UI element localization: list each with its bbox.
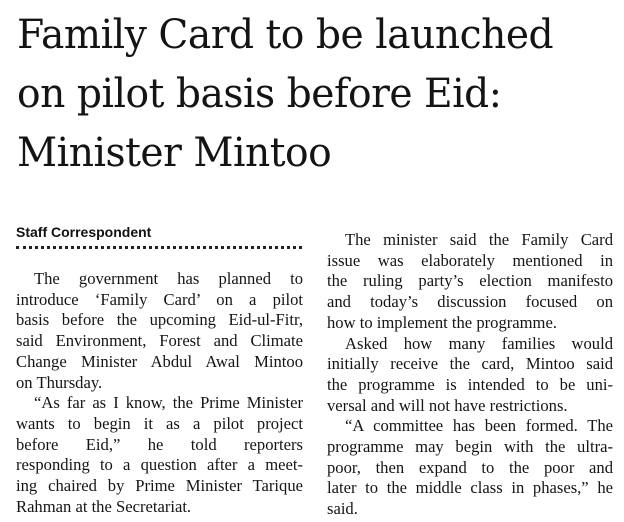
body-text-line: Asked how many families would [345, 333, 613, 353]
body-text-line: issue was elaborately mentioned in [327, 250, 613, 270]
headline [17, 6, 605, 183]
byline: Staff Correspondent [16, 224, 152, 240]
body-text-line: programme may begin with the ultra- [327, 437, 613, 457]
body-text-line: responding to a question after a meet- [16, 455, 303, 475]
body-text-line: “A committee has been formed. The [345, 416, 613, 436]
headline-line: Family Card to be launched [17, 12, 554, 58]
body-text-line: The minister said the Family Card [345, 230, 613, 249]
byline-block [16, 222, 302, 249]
body-text-line: Change Minister Abdul Awal Mintoo [16, 351, 303, 371]
body-column-right [327, 230, 613, 520]
body-text-line: poor, then expand to the poor and [327, 457, 613, 477]
body-text-line: before Eid,” he told reporters [16, 434, 303, 454]
body-text-line: the programme is intended to be uni- [327, 374, 613, 394]
body-text-line: said Environment, Forest and Climate [16, 331, 303, 351]
body-text-line: Rahman at the Secretariat. [16, 496, 192, 516]
body-text-line: “As far as I know, the Prime Minister [34, 393, 303, 413]
body-text-line: ing chaired by Prime Minister Tarique [16, 476, 303, 496]
body-text-line: how to implement the programme. [327, 312, 557, 332]
body-column-left [16, 269, 303, 517]
body-text-line: on Thursday. [16, 372, 103, 392]
body-text-line: later to the middle class in phases,” he [327, 478, 613, 498]
body-text-line: said. [327, 499, 358, 519]
headline-line: on pilot basis before Eid: [17, 71, 502, 117]
body-text-line: wants to begin it as a pilot project [16, 413, 303, 433]
dotted-divider [16, 246, 302, 249]
body-text-line: initially receive the card, Mintoo said [327, 354, 613, 374]
body-text-line: the ruling party’s election manifesto [327, 271, 613, 291]
body-text-line: introduce ‘Family Card’ on a pilot [16, 289, 303, 309]
body-text-line: The government has planned to [34, 269, 303, 288]
body-text-line: basis before the upcoming Eid-ul-Fitr, [16, 310, 303, 330]
headline-line: Minister Mintoo [17, 130, 332, 176]
body-text-line: versal and will not have restrictions. [327, 395, 568, 415]
body-text-line: and today’s discussion focused on [327, 292, 613, 312]
